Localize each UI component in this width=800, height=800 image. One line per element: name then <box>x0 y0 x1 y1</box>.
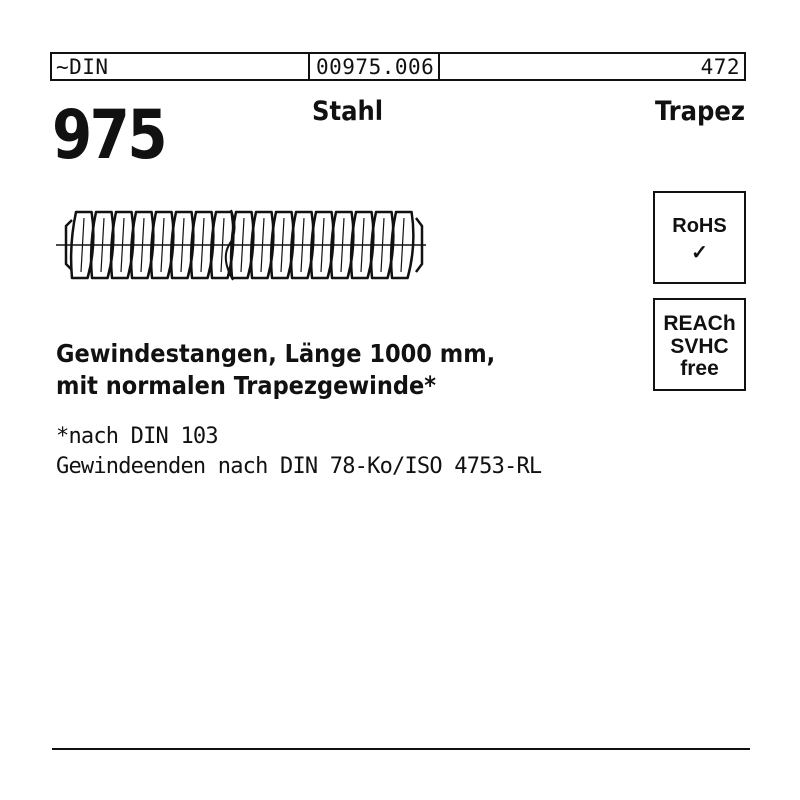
description-line-1: Gewindestangen, Länge 1000 mm, <box>56 339 496 368</box>
checkmark-icon: ✓ <box>691 242 708 264</box>
header-divider <box>308 54 310 79</box>
bottom-rule <box>52 748 750 750</box>
header-box <box>50 52 746 81</box>
reach-svhc: SVHC <box>670 335 729 358</box>
standard-prefix: ~DIN <box>56 55 109 79</box>
material-label: Stahl <box>312 96 384 127</box>
description-line-2: mit normalen Trapezgewinde* <box>56 371 436 400</box>
standard-note: *nach DIN 103 <box>56 424 218 449</box>
threaded-rod-icon <box>52 205 432 287</box>
reach-free: free <box>680 357 719 380</box>
reach-title: REACh <box>663 312 736 335</box>
thread-type-label: Trapez <box>655 96 745 127</box>
reach-badge <box>653 298 746 391</box>
rohs-title: RoHS <box>672 215 727 237</box>
page-number: 472 <box>700 55 740 79</box>
rohs-badge <box>653 191 746 284</box>
thread-ends-note: Gewindeenden nach DIN 78-Ko/ISO 4753-RL <box>56 454 542 479</box>
standard-number: 975 <box>52 96 166 175</box>
product-description <box>56 338 495 402</box>
article-number: 00975.006 <box>316 55 435 79</box>
header-divider <box>438 54 440 79</box>
